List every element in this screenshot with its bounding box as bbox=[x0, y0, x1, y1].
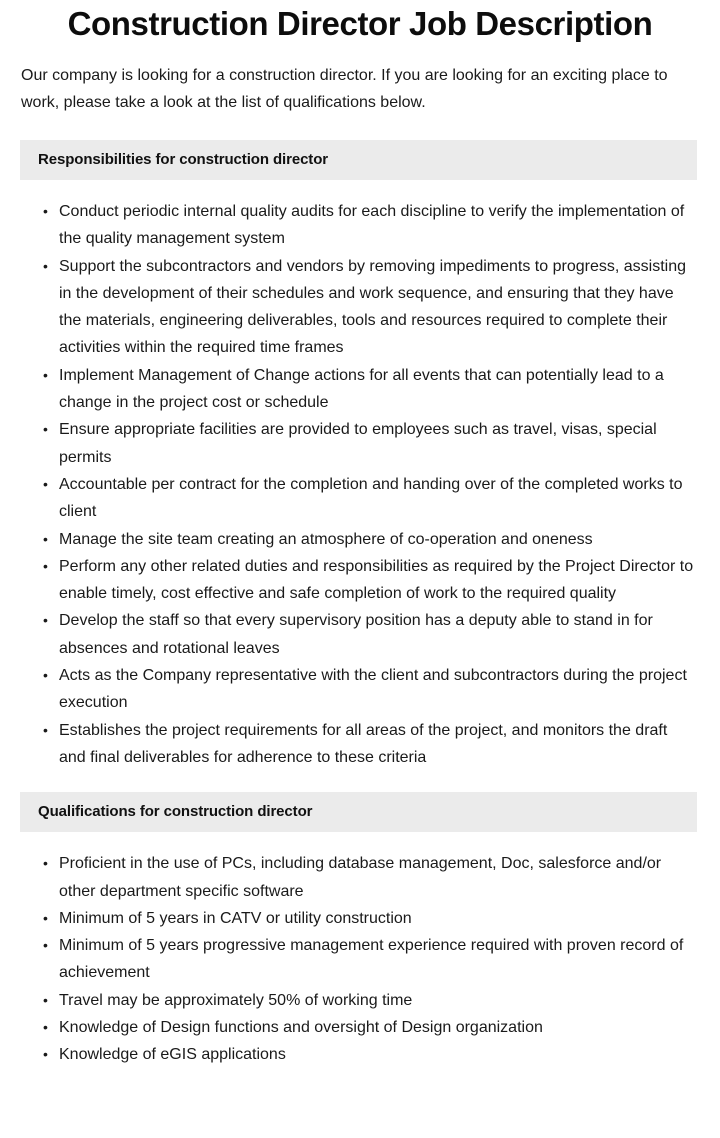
spacer-responsibilities-top bbox=[0, 180, 720, 198]
section-responsibilities bbox=[0, 140, 720, 792]
list-item: • Manage the site team creating an atmosphere of co-operation and oneness bbox=[0, 526, 720, 553]
qualifications-list bbox=[0, 850, 720, 1068]
list-item: • Acts as the Company representative with the client and subcontractors during the project execution bbox=[0, 662, 720, 717]
spacer-above-responsibilities bbox=[0, 116, 720, 140]
list-item: • Develop the staff so that every supervisory position has a deputy able to stand in for absences and rotational leaves bbox=[0, 607, 720, 662]
responsibilities-list bbox=[0, 198, 720, 771]
list-item: • Proficient in the use of PCs, including database management, Doc, salesforce and/or other department specific software bbox=[0, 850, 720, 905]
list-item: • Implement Management of Change actions for all events that can potentially lead to a change in the project cost or schedule bbox=[0, 362, 720, 417]
spacer-qualifications-top bbox=[0, 832, 720, 850]
spacer-responsibilities-bottom bbox=[0, 771, 720, 792]
list-item: • Minimum of 5 years in CATV or utility construction bbox=[0, 905, 720, 932]
section-header-responsibilities: Responsibilities for construction director bbox=[20, 140, 697, 180]
list-item: • Knowledge of eGIS applications bbox=[0, 1041, 720, 1068]
list-item: • Establishes the project requirements for all areas of the project, and monitors the draft and final deliverables for adherence to these criteria bbox=[0, 717, 720, 772]
list-item: • Accountable per contract for the completion and handing over of the completed works to client bbox=[0, 471, 720, 526]
list-item: • Perform any other related duties and responsibilities as required by the Project Director to enable timely, cost effective and safe completion of work to the required quality bbox=[0, 553, 720, 608]
intro-paragraph: Our company is looking for a construction director. If you are looking for an exciting place to work, please take a look at the list of qualifications below. bbox=[21, 67, 668, 111]
list-item: • Conduct periodic internal quality audits for each discipline to verify the implementation of the quality management system bbox=[0, 198, 720, 253]
list-item: • Minimum of 5 years progressive management experience required with proven record of achievement bbox=[0, 932, 720, 987]
section-header-qualifications: Qualifications for construction director bbox=[20, 792, 697, 832]
list-item: • Travel may be approximately 50% of working time bbox=[0, 987, 720, 1014]
list-item: • Ensure appropriate facilities are provided to employees such as travel, visas, special permits bbox=[0, 416, 720, 471]
section-qualifications bbox=[0, 792, 720, 1068]
page-title: Construction Director Job Description bbox=[67, 5, 653, 42]
list-item: • Knowledge of Design functions and oversight of Design organization bbox=[0, 1014, 720, 1041]
list-item: • Support the subcontractors and vendors by removing impediments to progress, assisting in the development of their schedules and work sequence, and ensuring that they have the materials, engineering deliverables, tools and resources required to complete their activities within the required time frames bbox=[0, 253, 720, 362]
